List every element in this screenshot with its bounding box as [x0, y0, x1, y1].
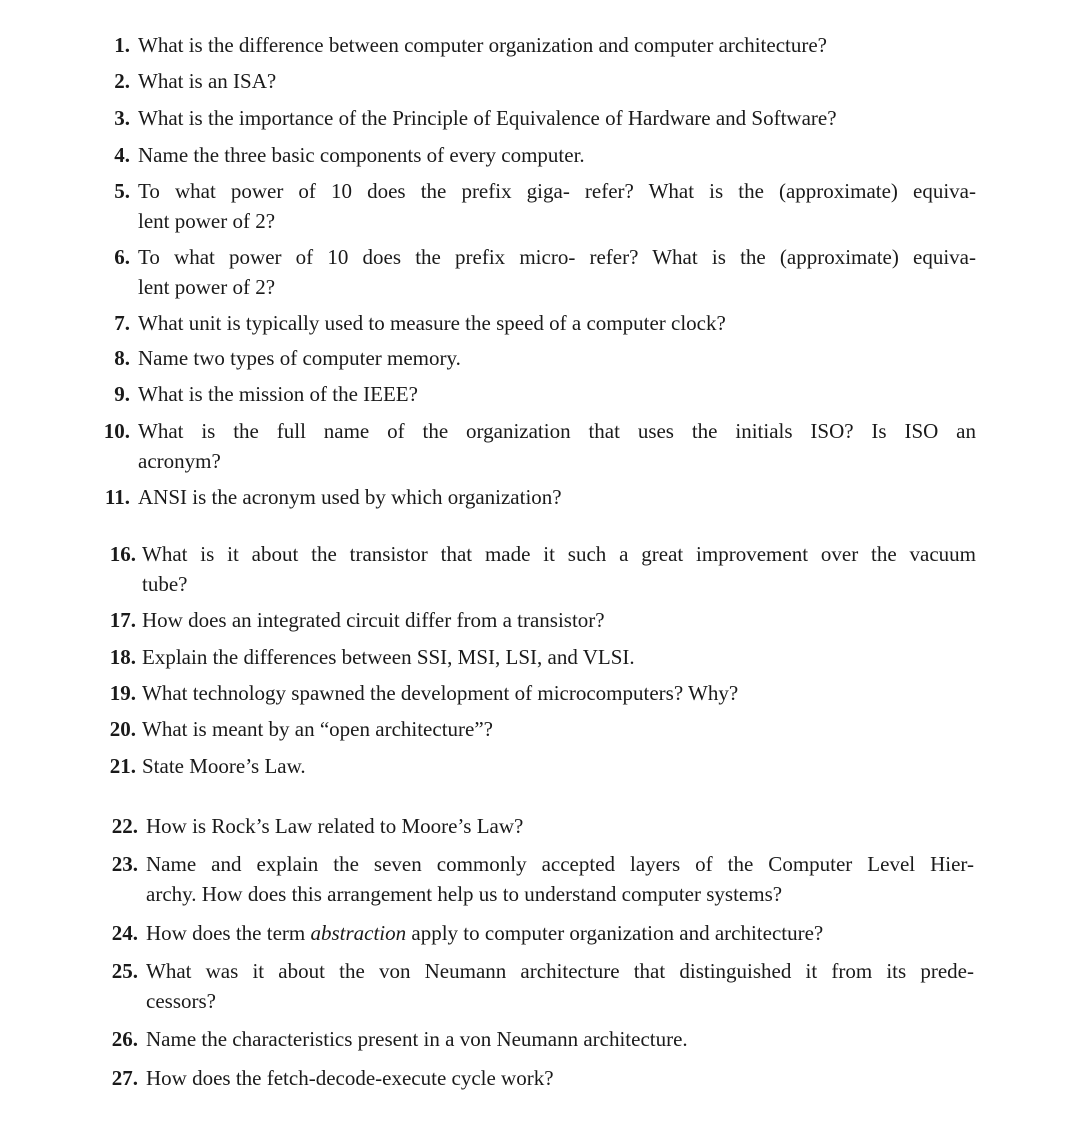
question-number: 20.: [109, 717, 136, 741]
question-number: 9.: [114, 382, 130, 406]
question-text: What technology spawned the development of microcomputers? Why?: [142, 681, 739, 705]
question-number: 25.: [111, 959, 138, 983]
question-number: 19.: [109, 681, 136, 705]
question-number: 26.: [111, 1027, 138, 1051]
question-text: What is an ISA?: [138, 69, 277, 93]
question-text: What is the mission of the IEEE?: [138, 382, 418, 406]
question-text: How does the fetch-decode-execute cycle work?: [146, 1066, 554, 1090]
question-number: 27.: [111, 1066, 138, 1090]
question-text: To what power of 10 does the prefix giga- refer? What is the (approximate) equiva- lent power of 2?: [138, 179, 976, 233]
question-number: 21.: [109, 754, 136, 778]
question-text: ANSI is the acronym used by which organization?: [138, 485, 562, 509]
question-text: State Moore’s Law.: [142, 754, 306, 778]
question-number: 8.: [114, 346, 130, 370]
question-number: 23.: [111, 852, 138, 876]
emphasized-term: abstraction: [310, 921, 407, 945]
question-text: What is the difference between computer organization and computer architecture?: [138, 33, 827, 57]
question-text: What is the full name of the organization that uses the initials ISO? Is ISO an acronym?: [138, 419, 976, 473]
question-number: 24.: [111, 921, 138, 945]
question-text: How is Rock’s Law related to Moore’s Law?: [146, 814, 524, 838]
question-number: 6.: [114, 245, 130, 269]
question-text: What was it about the von Neumann architecture that distinguished it from its prede- cessors?: [146, 959, 974, 1013]
question-text: To what power of 10 does the prefix micro- refer? What is the (approximate) equiva- lent power of 2?: [138, 245, 976, 299]
question-number: 11.: [104, 485, 130, 509]
question-text: What is the importance of the Principle of Equivalence of Hardware and Software?: [138, 106, 837, 130]
question-text: What is it about the transistor that made it such a great improvement over the vacuum tube?: [142, 542, 976, 596]
question-text: Name and explain the seven commonly accepted layers of the Computer Level Hier- archy. How does this arrangement help us to understand computer systems?: [146, 852, 974, 906]
question-number: 1.: [114, 33, 130, 57]
question-text: How does an integrated circuit differ from a transistor?: [142, 608, 605, 632]
question-number: 16.: [109, 542, 136, 566]
question-number: 17.: [109, 608, 136, 632]
question-text: What unit is typically used to measure the speed of a computer clock?: [138, 311, 726, 335]
question-number: 10.: [103, 419, 130, 443]
question-text: Name the characteristics present in a von Neumann architecture.: [146, 1027, 688, 1051]
question-number: 18.: [109, 645, 136, 669]
question-text: Explain the differences between SSI, MSI, LSI, and VLSI.: [142, 645, 635, 669]
question-text: Name the three basic components of every computer.: [138, 143, 585, 167]
question-number: 7.: [114, 311, 130, 335]
question-number: 22.: [111, 814, 138, 838]
question-number: 4.: [114, 143, 130, 167]
question-number: 3.: [114, 106, 130, 130]
question-number: 2.: [114, 69, 130, 93]
question-text: What is meant by an “open architecture”?: [142, 717, 493, 741]
question-number: 5.: [114, 179, 130, 203]
question-text: How does the term abstraction apply to computer organization and architecture?: [146, 921, 824, 945]
question-text: Name two types of computer memory.: [138, 346, 461, 370]
